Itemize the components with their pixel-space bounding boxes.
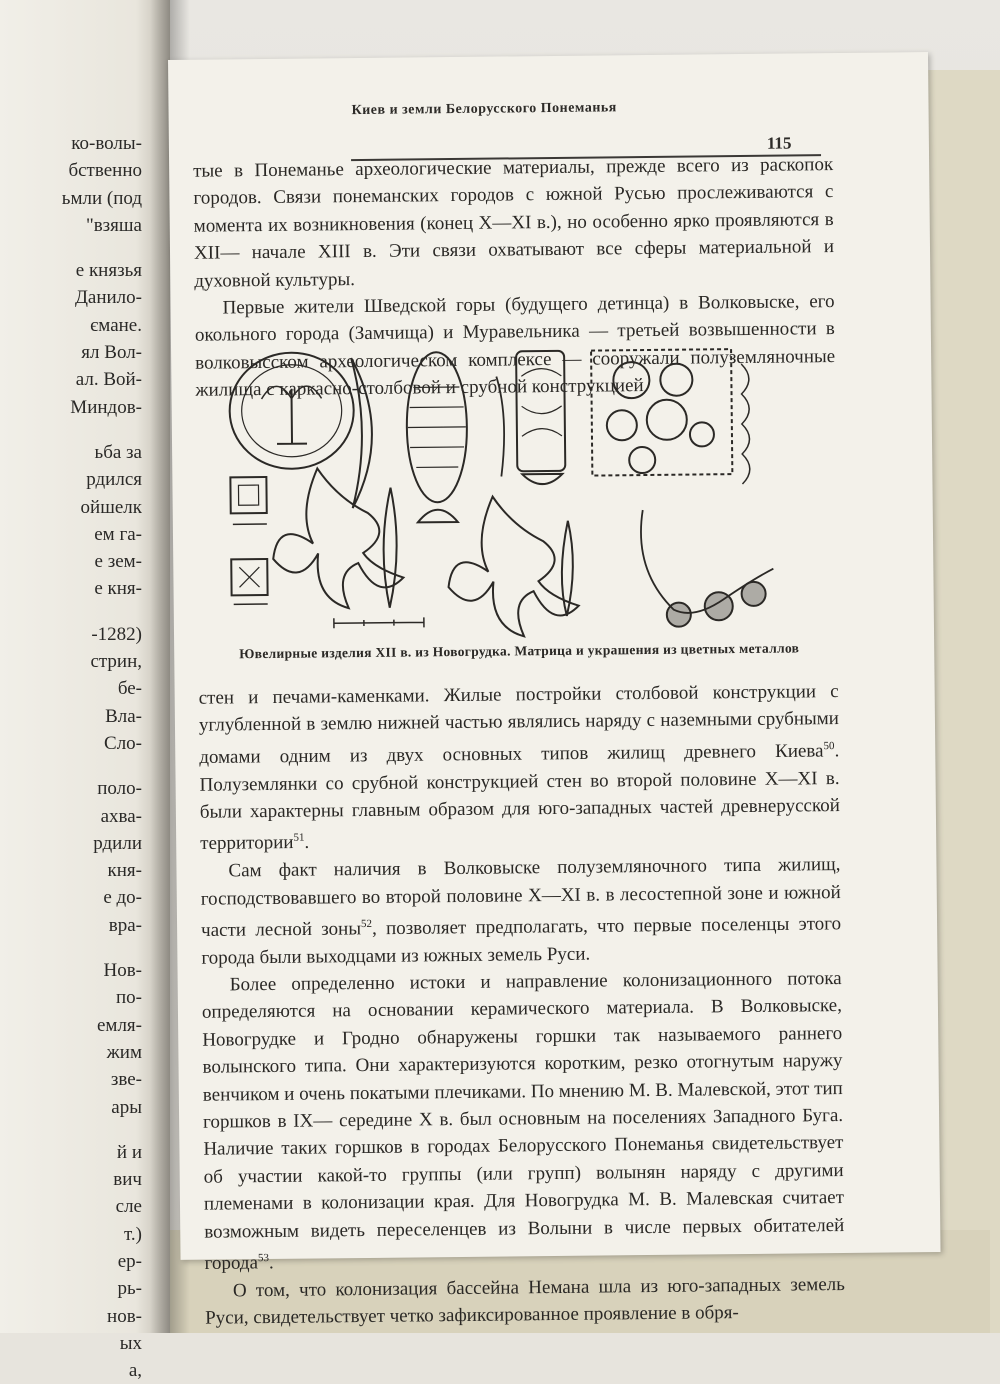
left-page-line: стрин,	[90, 651, 142, 673]
left-page-line: Нов-	[103, 960, 142, 982]
left-page-line: е князья	[75, 260, 142, 282]
left-page-line	[62, 1121, 142, 1139]
left-page-line: кня-	[107, 860, 142, 882]
left-page-line: поло-	[97, 778, 142, 800]
left-page-line: сле	[115, 1196, 142, 1218]
left-page-line: нов-	[107, 1305, 142, 1327]
left-page-line: вич	[113, 1169, 142, 1191]
left-page-line: ахва-	[100, 805, 142, 827]
footnote-ref-51: 51	[293, 831, 305, 845]
blade-1-drawing	[383, 488, 397, 608]
paragraph-6: О том, что колонизация бассейна Немана шла из юго-западных земель Руси, свидетельствует четко зафиксированное проявление в обря-	[205, 1273, 845, 1329]
left-page-line: рь-	[117, 1278, 142, 1300]
left-page-line: ем га-	[94, 523, 142, 545]
left-page-line: т.)	[124, 1223, 142, 1245]
stamped-plate-drawing	[591, 349, 732, 475]
text-block-bottom	[199, 678, 846, 1332]
left-page-line: а,	[128, 1360, 142, 1382]
left-page-line: бе-	[117, 678, 142, 700]
fleur-de-lis-2-drawing	[448, 496, 579, 637]
left-page-line: ойшелк	[80, 496, 142, 518]
left-page-line: й и	[116, 1141, 142, 1163]
footnote-ref-50: 50	[823, 739, 835, 752]
left-page-line	[62, 939, 142, 957]
left-page-line: Вла-	[105, 705, 142, 727]
left-page-line	[62, 757, 142, 775]
left-page-line: ары	[111, 1096, 142, 1118]
left-page-line: емля-	[96, 1014, 142, 1036]
figure-caption: Ювелирные изделия XII в. из Новогрудка. Матрица и украшения из цветных металлов	[239, 640, 800, 662]
left-page-line: ял Вол-	[81, 342, 142, 364]
left-page	[0, 0, 170, 1382]
left-page-line: ко-волы-	[71, 133, 142, 154]
left-page-line: "взяша	[85, 214, 142, 236]
left-page-line: ых	[119, 1332, 142, 1354]
paragraph-4: Сам факт наличия в Волковыске полуземляночного типа жилищ, господствовавшего во второй половине X—XI в. в лесостепной зоне и южной части лесной зоны$^{52}$, позволяет предполагать, что первые поселенцы этого города были выходцами из южных земель Руси.	[200, 854, 842, 969]
page-number: 115	[766, 133, 792, 153]
left-page-line: е кня-	[94, 578, 142, 600]
left-page-line: ьмли (под	[61, 187, 142, 209]
paragraph-2: Первые жители Шведской горы (будущего детинца) в Волковыске, его окольного города (Замчища) и Муравельника — третьей возвышенности в волковысском археологическом комплексе — сооружали полуземляночные жилища с каркасно-столбовой и срубной конструкцией	[194, 291, 836, 401]
left-page-line: ємане.	[90, 314, 142, 336]
left-page-line	[62, 603, 142, 621]
jewelry-illustration	[221, 343, 824, 639]
running-header: Киев и земли Белорусского Понеманья	[351, 100, 617, 119]
paragraph-1: тые в Понеманье археологические материалы, прежде всего из раскопок городов. Связи понеманских городов с южной Русью прослеживаются с момента их возникновения (конец X—XI в.), но особенно ярко проявляются в XII— начале XIII в. Эти связи охватывают все сферы материальной и духовной культуры.	[193, 154, 835, 292]
left-page-line: зве-	[110, 1069, 142, 1091]
left-page-line: Данило-	[74, 287, 142, 309]
left-page-line: ьба за	[94, 441, 142, 463]
left-page-line: Сло-	[104, 732, 142, 754]
footnote-ref-53: 53	[257, 1252, 269, 1265]
left-page-line: -1282)	[91, 623, 142, 645]
left-page-line	[62, 239, 142, 257]
left-page-line: Миндов-	[70, 396, 142, 418]
left-page-text	[62, 130, 142, 1384]
paragraph-5: Более определенно истоки и направление колонизационного потока определяются на основании керамического материала. В Волковыске, Новогрудке и Гродно обнаружены горшки так называемого раннего волынского типа. Они характеризуются коротким, резко отогнутым наружу венчиком и очень покатыми плечиками. По мнению М. В. Малевской, этот тип горшков в IX— середине X в. был основным на поселениях Западного Буга. Наличие таких горшков в городах Белорусского Понеманья свидетельствует об участии какой-то группы (или групп) волынян наряду с другими племенами в колонизации края. Для Новогрудка М. В. Малевская считает возможным видеть переселенцев из Волыни в числе первых обитателей города$^{53}$.	[201, 968, 845, 1275]
left-page-line: жим	[106, 1041, 142, 1063]
paragraph-3: стен и печами-каменками. Жилые постройки столбовой конструкции с углубленной в землю нижней частью являлись наряду с наземными срубными домами одним из двух основных типов жилищ древнего Киева$^{50}$. Полуземлянки со срубной конструкцией стен во второй половине X—XI в. были характерны главным образом для юго-западных частей древнерусской территории$^{51}$.	[198, 681, 840, 855]
left-page-line: вра-	[108, 914, 142, 936]
left-page-line: рдили	[93, 832, 142, 854]
left-page-line: е зем-	[94, 551, 142, 573]
left-page-line: ер-	[117, 1250, 142, 1272]
left-page-line: ал. Вой-	[75, 369, 142, 391]
square-plaque-1-drawing	[230, 477, 266, 513]
footnote-ref-52: 52	[360, 917, 373, 930]
left-page-line	[62, 421, 142, 439]
left-page-line: по-	[116, 987, 142, 1009]
right-page	[168, 52, 941, 1329]
left-page-line: бственно	[68, 160, 142, 182]
scale-bar-drawing	[334, 617, 424, 628]
left-page-line: рдился	[86, 469, 142, 491]
left-page-line: е до-	[103, 887, 142, 909]
crescent-profile-drawing	[351, 358, 373, 508]
